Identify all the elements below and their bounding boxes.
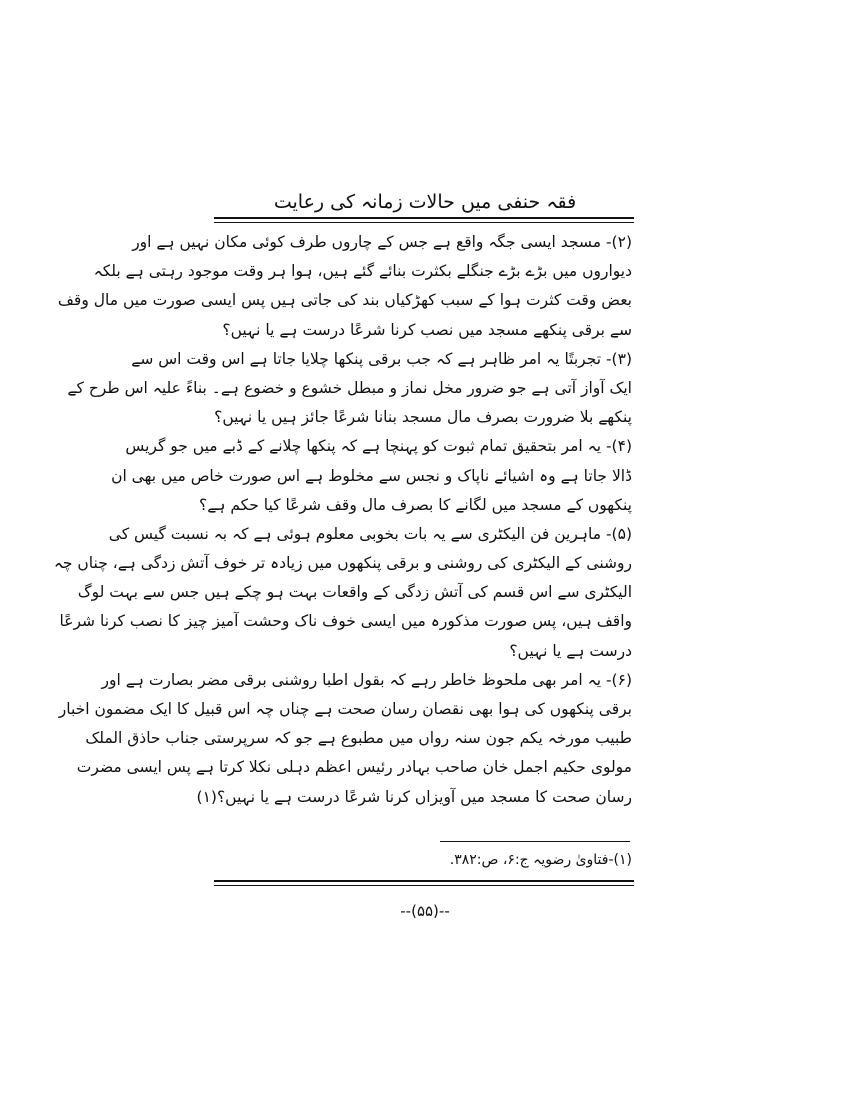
text-line: (۵)- ماہرین فن الیکٹری سے یہ بات بخوبی معلوم ہوئی ہے کہ بہ نسبت گیس کی bbox=[108, 524, 632, 543]
paragraph-6 bbox=[58, 666, 632, 812]
footnote: (۱)-فتاویٰ رضویہ ج:۶، ص:۳۸۲. bbox=[449, 852, 632, 868]
text-line: دیواروں میں بڑے بڑے جنگلے بکثرت بنائے گئے ہیں، ہوا ہر وقت موجود رہتی ہے بلکہ bbox=[93, 262, 632, 281]
footer-rule-top bbox=[214, 880, 634, 882]
page-number: --(۵۵)-- bbox=[400, 902, 450, 920]
text-line: (۳)- تجربتًا یہ امر ظاہر ہے کہ جب برقی پنکھا چلایا جاتا ہے اس وقت اس سے bbox=[131, 349, 632, 368]
body-text bbox=[53, 228, 632, 812]
text-line: پنکھے بلا ضرورت بصرف مال مسجد بنانا شرعًا جائز ہیں یا نہیں؟ bbox=[214, 408, 632, 427]
text-line: برقی پنکھوں کی ہوا بھی نقصان رسان صحت ہے چناں چہ اس قبیل کا ایک مضمون اخبار bbox=[58, 700, 632, 718]
text-line: الیکٹری سے اس قسم کی آتش زدگی کے واقعات بہت ہو چکے ہیں جس سے بہت لوگ bbox=[77, 583, 632, 602]
text-line: ڈالا جاتا ہے وہ اشیائے ناپاک و نجس سے مخلوط ہے اس صورت خاص میں بھی ان bbox=[111, 466, 632, 485]
header-rule-top bbox=[214, 217, 634, 219]
text-line: (۶)- یہ امر بھی ملحوظ خاطر رہے کہ بقول اطبا روشنی برقی مضر بصارت ہے اور bbox=[101, 670, 632, 689]
text-line: واقف ہیں، پس صورت مذکورہ میں ایسی خوف ناک وحشت آمیز چیز کا نصب کرنا شرعًا bbox=[59, 612, 632, 631]
text-line: درست ہے یا نہیں؟ bbox=[509, 641, 632, 660]
text-line: طبیب مورخہ یکم جون سنہ رواں میں مطبوع ہے جو کہ سرپرستی جناب حاذق الملک bbox=[85, 729, 632, 748]
text-line: (۲)- مسجد ایسی جگہ واقع ہے جس کے چاروں طرف کوئی مکان نہیں ہے اور bbox=[132, 233, 632, 251]
paragraph-2 bbox=[57, 228, 632, 345]
text-line: پنکھوں کے مسجد میں لگانے کا بصرف مال وقف شرعًا کیا حکم ہے؟ bbox=[199, 495, 632, 514]
footer-rule-bottom bbox=[214, 885, 634, 886]
text-line: رسان صحت کا مسجد میں آویزاں کرنا شرعًا درست ہے یا نہیں؟(۱) bbox=[196, 787, 632, 806]
header-rule-bottom bbox=[214, 222, 634, 223]
text-line: (۴)- یہ امر بتحقیق تمام ثبوت کو پہنچا ہے کہ پنکھا چلانے کے ڈبے میں جو گریس bbox=[125, 437, 632, 456]
running-header: فقہ حنفی میں حالات زمانہ کی رعایت bbox=[273, 191, 577, 213]
text-line: سے برقی پنکھے مسجد میں نصب کرنا شرعًا درست ہے یا نہیں؟ bbox=[222, 320, 632, 339]
paragraph-5 bbox=[53, 520, 632, 666]
paragraph-4 bbox=[111, 432, 632, 520]
paragraph-3 bbox=[67, 345, 632, 433]
text-line: بعض وقت کثرت ہوا کے سبب کھڑکیاں بند کی جاتی ہیں پس ایسی صورت میں مال وقف bbox=[57, 291, 632, 310]
text-line: ایک آواز آتی ہے جو ضرور مخل نماز و مبطل خشوع و خضوع ہے۔ بناءً علیہ اس طرح کے bbox=[67, 378, 632, 397]
footnote-separator bbox=[440, 841, 630, 842]
text-line: مولوی حکیم اجمل خان صاحب بہادر رئیس اعظم دہلی نکلا کرتا ہے پس ایسی مضرت bbox=[76, 758, 632, 777]
text-line: روشنی کے الیکٹری کی روشنی و برقی پنکھوں میں زیادہ تر خوف آتش زدگی ہے، چناں چہ bbox=[53, 554, 632, 573]
